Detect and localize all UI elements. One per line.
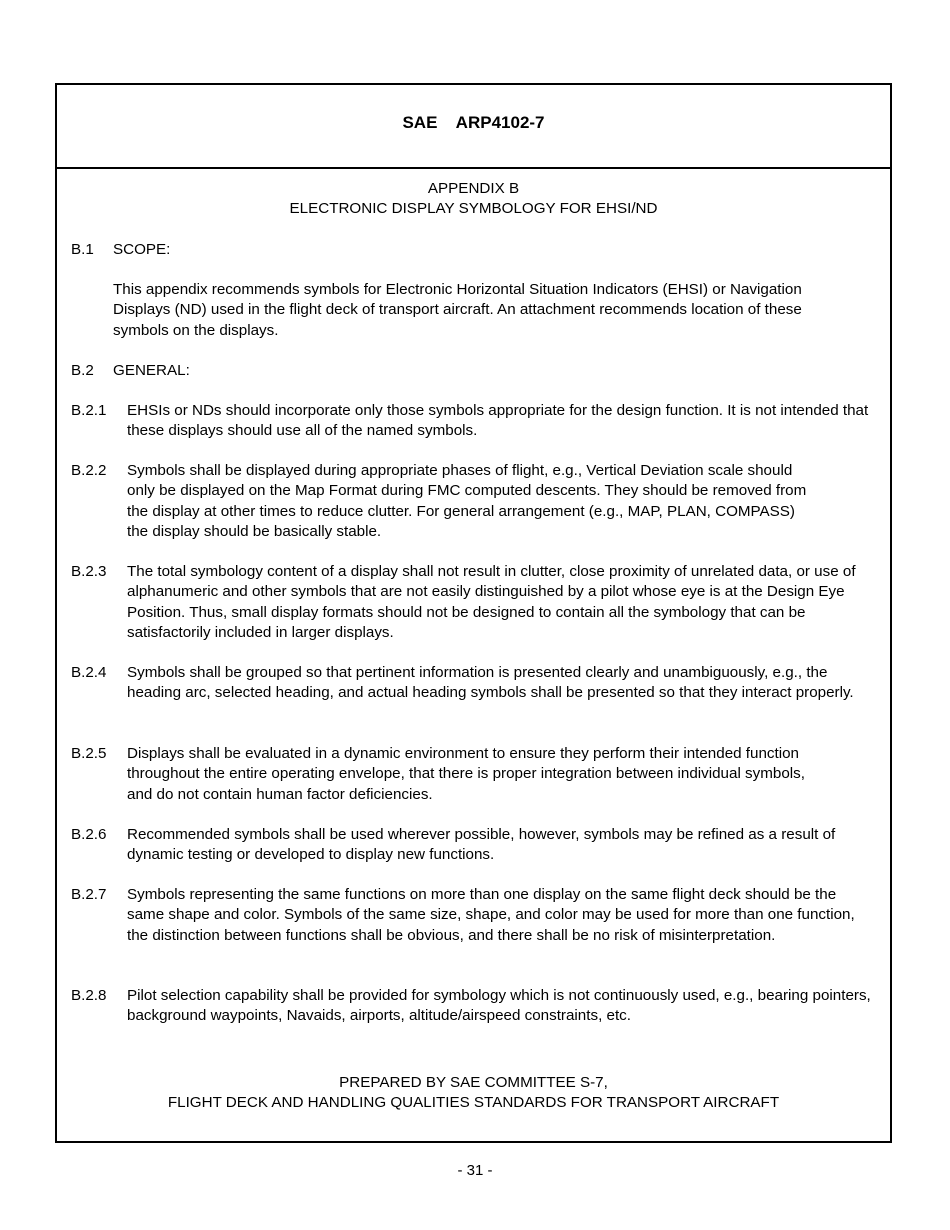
section-scope-body — [71, 280, 831, 341]
section-heading: GENERAL: — [113, 362, 190, 379]
list-item — [71, 744, 871, 805]
list-item — [71, 562, 871, 643]
item-number: B.2.2 — [71, 462, 107, 479]
appendix-label: APPENDIX B — [427, 180, 520, 197]
item-number: B.2.5 — [71, 745, 107, 762]
section-heading: SCOPE: — [113, 241, 171, 258]
section-general-heading — [71, 361, 871, 381]
list-item — [71, 825, 871, 866]
item-number: B.2.7 — [71, 886, 107, 903]
paragraph-text: This appendix recommends symbols for Electronic Horizontal Situation Indicators (EHSI) or Navigation Displays (ND) used in the flight deck of transport aircraft. An attachment recommends location of these symbols on the displays. — [113, 281, 802, 339]
section-number: B.2 — [71, 362, 94, 379]
item-text: Recommended symbols shall be used wherever possible, however, symbols may be refined as a result of dynamic testing or developed to display new functions. — [127, 826, 836, 864]
item-number: B.2.1 — [71, 402, 107, 419]
item-text: The total symbology content of a display shall not result in clutter, close proximity of unrelated data, or use of alphanumeric and other symbols that are not easily distinguished by a pilot whose eye is at the Design Eye Position. Thus, small display formats should not be designed to contain all the symbology that can be satisfactorily included in larger displays. — [127, 563, 856, 641]
document-header — [57, 85, 890, 169]
item-text: Symbols representing the same functions on more than one display on the same flight deck should be the same shape and color. Symbols of the same size, shape, and color may be used for more than one function, the distinction between functions shall be obvious, and there shall be no risk of misinterpretation. — [127, 886, 855, 944]
document-id: SAE ARP4102-7 — [402, 113, 545, 132]
item-text: Symbols shall be grouped so that pertinent information is presented clearly and unambiguously, e.g., the heading arc, selected heading, and actual heading symbols shall be presented so that they interact properly. — [127, 664, 854, 702]
item-number: B.2.8 — [71, 987, 107, 1004]
list-item — [71, 986, 871, 1027]
prepared-by-line-1: PREPARED BY SAE COMMITTEE S-7, — [339, 1074, 608, 1091]
list-item — [71, 663, 871, 704]
list-item — [71, 885, 871, 946]
item-number: B.2.4 — [71, 664, 107, 681]
page-frame — [55, 83, 892, 1143]
item-text: Displays shall be evaluated in a dynamic environment to ensure they perform their intended function throughout the entire operating envelope, that there is proper integration between individual symbols, and do not contain human factor deficiencies. — [127, 745, 805, 803]
item-number: B.2.3 — [71, 563, 107, 580]
section-scope-heading — [71, 240, 871, 260]
item-text: Pilot selection capability shall be provided for symbology which is not continuously used, e.g., bearing pointers, background waypoints, Navaids, airports, altitude/airspeed constraints, etc. — [127, 987, 871, 1025]
list-item — [71, 401, 871, 442]
item-text: EHSIs or NDs should incorporate only those symbols appropriate for the design function. It is not intended that these displays should use all of the named symbols. — [127, 402, 869, 440]
item-number: B.2.6 — [71, 826, 107, 843]
list-item — [71, 461, 871, 542]
prepared-by-line-2: FLIGHT DECK AND HANDLING QUALITIES STANDARDS FOR TRANSPORT AIRCRAFT — [167, 1094, 780, 1111]
item-text: Symbols shall be displayed during appropriate phases of flight, e.g., Vertical Deviation scale should only be displayed on the Map Format during FMC computed descents. They should be removed from the display at other times to reduce clutter. For general arrangement (e.g., MAP, PLAN, COMPASS) the display should be basically stable. — [127, 462, 807, 540]
page-number: - 31 - — [457, 1162, 493, 1179]
appendix-title: ELECTRONIC DISPLAY SYMBOLOGY FOR EHSI/ND — [289, 200, 658, 217]
section-number: B.1 — [71, 241, 94, 258]
